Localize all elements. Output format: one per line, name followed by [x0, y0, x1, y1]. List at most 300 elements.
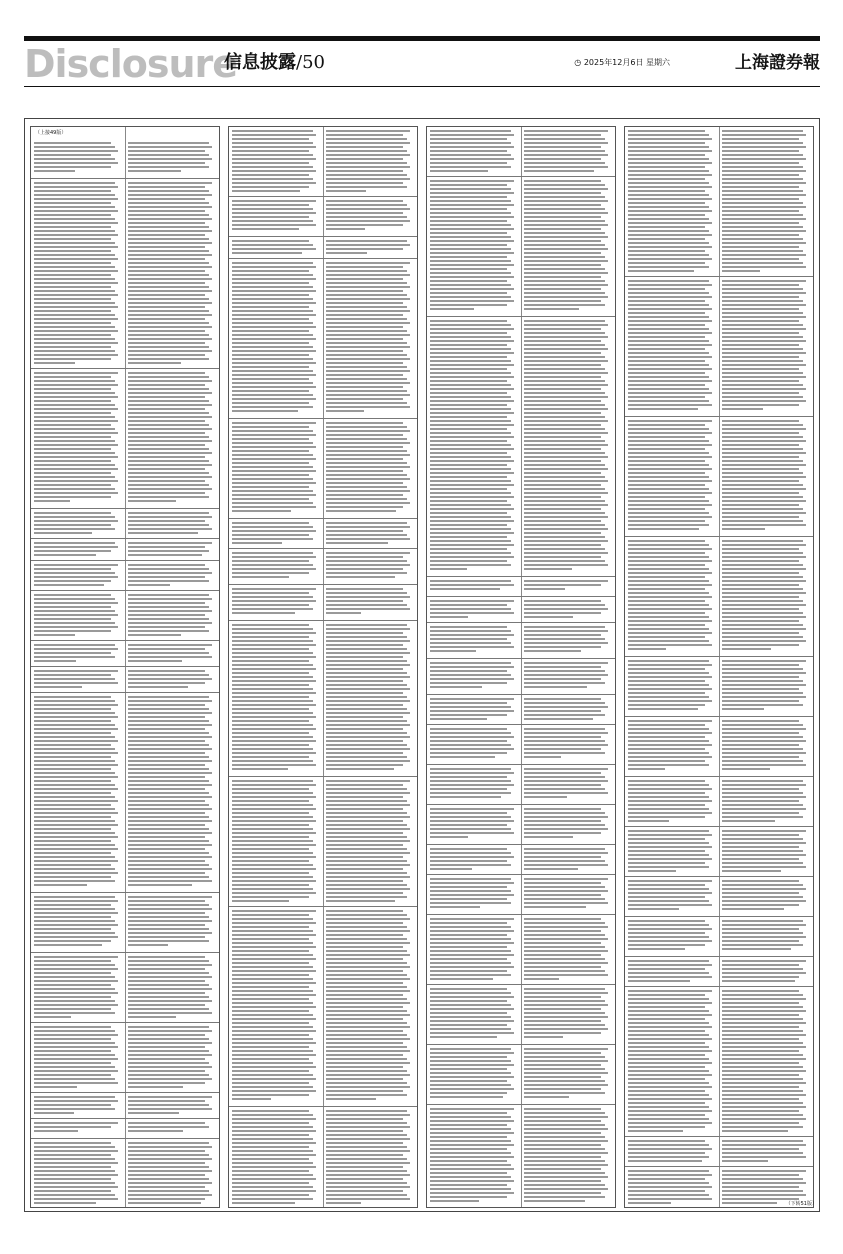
text-line [430, 1152, 511, 1154]
text-line [128, 1078, 212, 1080]
text-line [232, 398, 316, 400]
cell-text-block [625, 717, 719, 776]
text-line [524, 894, 601, 896]
text-line [430, 452, 507, 454]
text-line [34, 1170, 115, 1172]
table-row [625, 777, 813, 827]
text-line [628, 1042, 705, 1044]
text-line [430, 284, 511, 286]
text-line [722, 576, 803, 578]
text-line [232, 1018, 316, 1020]
text-line [34, 928, 111, 930]
text-line [430, 524, 507, 526]
text-line [430, 1172, 507, 1174]
text-line [232, 688, 313, 690]
text-line [326, 910, 403, 912]
text-line [326, 934, 403, 936]
text-line [524, 1028, 608, 1030]
cell-text-block [31, 893, 125, 952]
text-line [722, 842, 806, 844]
text-line [628, 388, 709, 390]
text-line [326, 174, 407, 176]
text-line [722, 724, 803, 726]
text-line [430, 192, 514, 194]
table-row [31, 1093, 219, 1119]
text-line [524, 320, 605, 322]
text-line [524, 492, 608, 494]
text-line [128, 480, 205, 482]
cell-text-block [125, 539, 219, 560]
text-line [628, 842, 709, 844]
text-line [722, 1062, 799, 1064]
text-line [628, 1026, 712, 1028]
text-line [628, 428, 709, 430]
text-line [430, 996, 514, 998]
cell-text-block [125, 369, 219, 508]
text-line [128, 630, 209, 632]
text-line [722, 998, 806, 1000]
text-line [128, 150, 205, 152]
cell-text-block [427, 875, 521, 914]
text-line [34, 452, 115, 454]
text-line [722, 592, 806, 594]
cell-text-block [719, 957, 813, 986]
text-line [722, 396, 803, 398]
text-line [722, 728, 806, 730]
text-line [628, 744, 712, 746]
text-line [34, 238, 111, 240]
text-line [232, 522, 309, 524]
cell-text-block [229, 585, 323, 620]
text-line [128, 932, 212, 934]
text-line [430, 436, 514, 438]
text-line [232, 386, 316, 388]
text-line [524, 1076, 601, 1078]
text-line [524, 792, 608, 794]
table-row [625, 1137, 813, 1167]
text-line [326, 1006, 403, 1008]
text-line [722, 624, 803, 626]
text-line [524, 1108, 601, 1110]
cell-text-block [229, 419, 323, 518]
text-line [128, 584, 170, 586]
text-line [232, 922, 316, 924]
text-line [128, 1074, 209, 1076]
cell-text-block [125, 1023, 219, 1092]
table-row [427, 915, 615, 985]
text-line [34, 354, 118, 356]
text-line [430, 878, 511, 880]
text-line [722, 304, 806, 306]
text-line [326, 914, 407, 916]
text-line [232, 1130, 316, 1132]
text-line [232, 382, 313, 384]
text-line [128, 262, 209, 264]
text-line [232, 262, 313, 264]
text-line [722, 1086, 799, 1088]
text-line [430, 950, 511, 952]
text-line [628, 588, 705, 590]
text-line [232, 792, 313, 794]
text-line [524, 1096, 569, 1098]
text-line [722, 676, 799, 678]
text-line [628, 1006, 705, 1008]
text-line [628, 862, 705, 864]
text-line [524, 812, 605, 814]
text-line [326, 154, 410, 156]
text-line [326, 1054, 403, 1056]
table-row [625, 957, 813, 987]
text-line [524, 674, 608, 676]
text-line [326, 1150, 410, 1152]
text-line [430, 200, 511, 202]
text-line [430, 352, 514, 354]
text-line [722, 158, 806, 160]
text-line [524, 1048, 608, 1050]
text-line [722, 308, 799, 310]
text-line [722, 696, 806, 698]
text-line [232, 740, 316, 742]
text-line [326, 338, 403, 340]
text-line [326, 596, 410, 598]
text-line [524, 678, 601, 680]
text-line [128, 464, 212, 466]
text-line [326, 394, 410, 396]
text-line [128, 242, 212, 244]
text-line [34, 546, 118, 548]
text-line [326, 864, 410, 866]
text-line [524, 1020, 601, 1022]
text-line [430, 544, 514, 546]
text-line [524, 946, 605, 948]
text-line [430, 392, 507, 394]
cell-text-block [125, 1139, 219, 1208]
text-line [128, 206, 212, 208]
text-line [326, 556, 403, 558]
table-row [427, 845, 615, 875]
text-line [128, 1146, 212, 1148]
text-line [326, 876, 410, 878]
text-line [430, 752, 507, 754]
text-line [326, 844, 403, 846]
text-line [524, 630, 608, 632]
text-line [128, 342, 205, 344]
text-line [34, 968, 118, 970]
text-line [232, 832, 316, 834]
text-line [628, 804, 705, 806]
text-line [232, 394, 313, 396]
text-line [128, 310, 209, 312]
text-line [326, 736, 410, 738]
text-line [628, 198, 712, 200]
text-line [722, 488, 806, 490]
text-line [326, 724, 410, 726]
text-line [430, 1060, 511, 1062]
text-line [430, 1096, 503, 1098]
text-line [232, 828, 313, 830]
cell-text-block [521, 695, 615, 724]
text-line [524, 184, 605, 186]
cell-text-block [521, 1045, 615, 1104]
text-line [232, 938, 309, 940]
text-line [722, 636, 803, 638]
cell-text-block [323, 197, 417, 236]
text-line [128, 1004, 205, 1006]
text-line [128, 1186, 205, 1188]
text-line [430, 674, 511, 676]
text-line [326, 302, 403, 304]
text-line [430, 388, 514, 390]
text-line [326, 266, 403, 268]
text-line [128, 400, 209, 402]
text-line [628, 396, 705, 398]
text-line [430, 630, 511, 632]
text-line [628, 436, 705, 438]
text-line [34, 524, 111, 526]
text-line [524, 988, 605, 990]
text-line [430, 440, 507, 442]
text-line [232, 1002, 313, 1004]
text-line [628, 998, 709, 1000]
text-line [722, 680, 803, 682]
text-line [232, 1006, 316, 1008]
text-line [128, 1030, 212, 1032]
text-line [34, 610, 115, 612]
text-line [524, 902, 608, 904]
text-line [524, 604, 605, 606]
text-line [430, 1124, 507, 1126]
text-line [524, 1004, 608, 1006]
text-line [34, 318, 118, 320]
text-line [128, 546, 205, 548]
text-line [524, 1192, 601, 1194]
text-line [430, 748, 514, 750]
text-line [326, 1198, 410, 1200]
text-line [128, 1150, 205, 1152]
text-line [430, 1012, 507, 1014]
text-line [34, 1178, 111, 1180]
text-line [34, 392, 115, 394]
text-line [722, 660, 806, 662]
text-line [232, 274, 313, 276]
text-line [524, 1012, 605, 1014]
text-line [628, 816, 705, 818]
text-line [430, 736, 514, 738]
text-line [34, 362, 75, 364]
text-line [722, 640, 806, 642]
text-line [128, 840, 209, 842]
text-line [722, 688, 799, 690]
text-line [722, 572, 799, 574]
table-row [31, 693, 219, 893]
text-line [326, 370, 410, 372]
text-line [128, 1034, 205, 1036]
text-line [128, 626, 205, 628]
text-line [232, 700, 313, 702]
text-line [232, 366, 309, 368]
text-line [722, 668, 803, 670]
text-line [34, 776, 118, 778]
cell-text-block [521, 317, 615, 576]
text-line [232, 926, 309, 928]
text-line [326, 808, 403, 810]
text-line [232, 848, 309, 850]
text-line [34, 626, 118, 628]
text-line [232, 708, 309, 710]
text-line [722, 520, 803, 522]
text-line [128, 1202, 201, 1204]
text-line [326, 350, 403, 352]
table-row [31, 179, 219, 369]
text-line [232, 314, 316, 316]
text-line [128, 884, 192, 886]
text-line [430, 1020, 514, 1022]
text-line [232, 942, 313, 944]
text-line [128, 334, 209, 336]
text-line [326, 828, 410, 830]
text-line [128, 1108, 212, 1110]
text-line [722, 760, 803, 762]
text-line [128, 776, 205, 778]
text-line [628, 174, 712, 176]
text-line [722, 968, 803, 970]
text-line [34, 186, 118, 188]
text-line [628, 870, 676, 872]
text-line [524, 864, 608, 866]
text-line [232, 844, 316, 846]
text-line [128, 648, 205, 650]
text-line [628, 376, 709, 378]
text-line [326, 1202, 361, 1204]
text-line [232, 1094, 309, 1096]
text-line [232, 896, 309, 898]
text-line [326, 1050, 410, 1052]
text-line [722, 944, 803, 946]
text-line [34, 832, 115, 834]
text-line [326, 1074, 410, 1076]
text-line [628, 142, 705, 144]
text-line [430, 788, 507, 790]
text-line [128, 214, 209, 216]
text-line [524, 1180, 601, 1182]
text-line [524, 428, 605, 430]
text-line [722, 198, 799, 200]
cell-text-block [719, 827, 813, 876]
text-line [524, 228, 601, 230]
text-line [524, 666, 601, 668]
text-line [722, 476, 806, 478]
text-line [232, 744, 309, 746]
text-line [524, 512, 605, 514]
text-line [232, 1066, 316, 1068]
table-row [31, 1139, 219, 1208]
text-line [722, 246, 799, 248]
cell-text-block [521, 577, 615, 596]
text-line [326, 840, 410, 842]
text-line [232, 1182, 309, 1184]
text-line [524, 682, 605, 684]
text-line [524, 508, 601, 510]
text-line [628, 348, 705, 350]
text-line [232, 326, 316, 328]
text-line [128, 1104, 209, 1106]
text-line [232, 664, 313, 666]
text-line [326, 450, 407, 452]
text-line [628, 680, 705, 682]
text-line [430, 1160, 507, 1162]
text-line [232, 998, 309, 1000]
text-line [628, 884, 705, 886]
text-line [128, 210, 205, 212]
text-line [128, 924, 205, 926]
text-line [34, 976, 115, 978]
text-line [34, 678, 115, 680]
text-line [326, 950, 407, 952]
text-line [232, 224, 316, 226]
text-line [232, 442, 313, 444]
text-line [326, 1154, 403, 1156]
text-line [128, 408, 205, 410]
text-line [628, 420, 712, 422]
text-line [34, 346, 111, 348]
text-line [524, 776, 605, 778]
text-line [628, 280, 709, 282]
text-line [326, 692, 403, 694]
text-line [430, 456, 511, 458]
text-line [128, 728, 205, 730]
cell-text-block [323, 585, 417, 620]
text-line [628, 524, 709, 526]
text-line [232, 684, 309, 686]
text-line [128, 644, 212, 646]
text-line [34, 924, 118, 926]
text-line [128, 1058, 205, 1060]
text-line [524, 496, 601, 498]
text-line [128, 816, 209, 818]
table-row [31, 667, 219, 693]
text-line [326, 832, 403, 834]
cell-text-block [521, 127, 615, 176]
text-line [430, 1184, 507, 1186]
text-line [128, 1178, 209, 1180]
text-line [628, 404, 712, 406]
text-line [722, 1160, 768, 1162]
text-line [722, 672, 806, 674]
text-line [128, 1100, 205, 1102]
text-line [524, 284, 608, 286]
text-line [524, 344, 605, 346]
text-line [128, 804, 209, 806]
cell-text-block [125, 667, 219, 692]
text-line [722, 858, 799, 860]
text-line [128, 1162, 205, 1164]
text-line [524, 886, 605, 888]
text-line [34, 314, 115, 316]
text-line [34, 250, 111, 252]
text-line [232, 962, 309, 964]
text-line [326, 624, 407, 626]
text-line [722, 1118, 806, 1120]
text-line [128, 912, 205, 914]
text-line [34, 380, 115, 382]
text-line [524, 768, 608, 770]
text-line [628, 576, 705, 578]
cell-text-block [521, 875, 615, 914]
text-line [128, 972, 209, 974]
text-line [326, 200, 403, 202]
text-line [628, 800, 712, 802]
text-line [524, 922, 605, 924]
